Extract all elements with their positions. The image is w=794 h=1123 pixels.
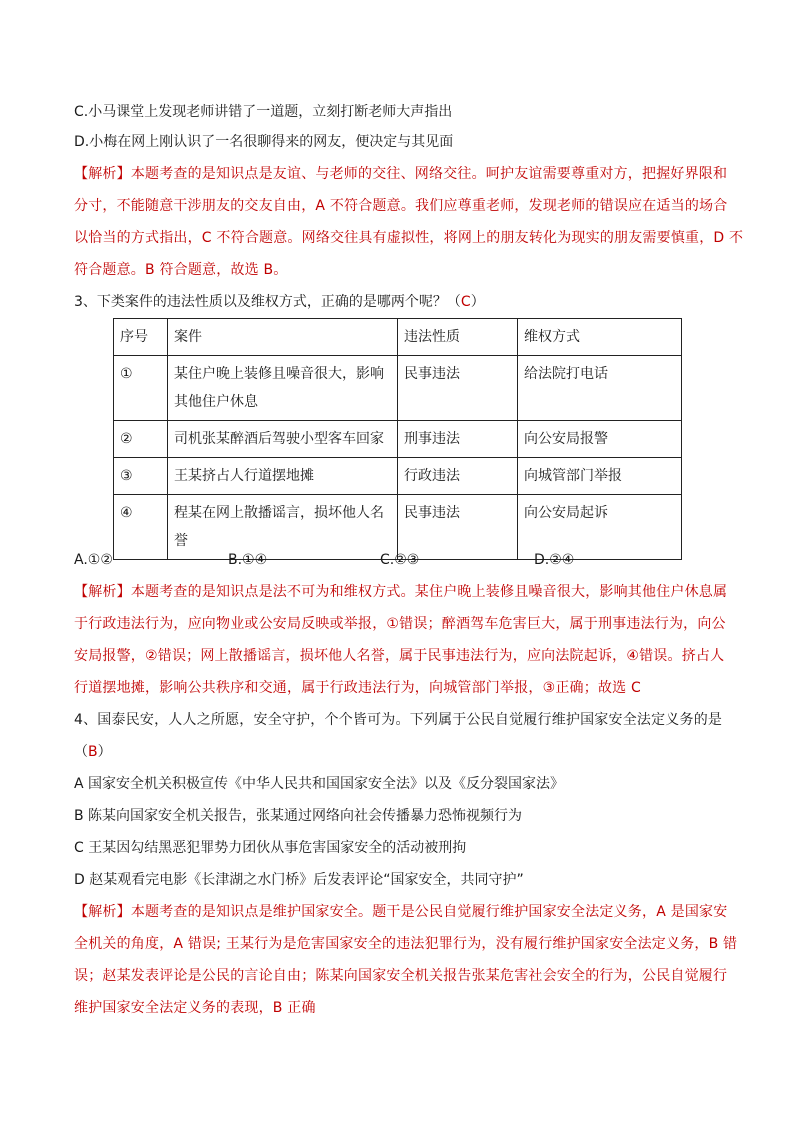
q4-stem-line-1: 4、国泰民安，人人之所愿，安全守护，个个皆可为。下列属于公民自觉履行维护国家安全法定义务的是	[74, 712, 723, 728]
q4-option-a: A 国家安全机关积极宣传《中华人民共和国国家安全法》以及《反分裂国家法》	[74, 776, 565, 792]
table-cell: 给法院打电话	[518, 356, 682, 421]
table-cell: 向公安局起诉	[518, 495, 682, 560]
table-cell: 向城管部门举报	[518, 458, 682, 495]
table-row	[114, 356, 682, 421]
table-cell: 刑事违法	[398, 421, 518, 458]
q2-option-d: D.小梅在网上刚认识了一名很聊得来的网友，便决定与其见面	[74, 134, 454, 150]
q3-stem	[74, 292, 485, 312]
q4-analysis-line-3: 误；赵某发表评论是公民的言论自由；陈某向国家安全机关报告张某危害社会安全的行为，公民自觉履行	[74, 968, 728, 984]
q4-answer: B	[88, 744, 98, 760]
q3-stem-prefix: 3、下类案件的违法性质以及维权方式，正确的是哪两个呢？（	[74, 294, 461, 310]
q3-answer: C	[460, 294, 471, 310]
analysis-text: 本题考查的是知识点是友谊、与老师的交往、网络交往。呵护友谊需要尊重对方，把握好界限和	[130, 166, 728, 182]
q3-stem-suffix: ）	[470, 294, 485, 310]
q4-analysis-line-1	[74, 902, 728, 922]
table-header-cell: 案件	[168, 319, 398, 356]
q3-analysis-line-2: 于行政违法行为，应向物业或公安局反映或举报，①错误；醉酒驾车危害巨大，属于刑事违法行为，向公	[74, 616, 726, 632]
q3-option-d: D.②④	[534, 552, 575, 568]
q3-analysis-line-1	[74, 582, 728, 602]
q2-analysis-line-3: 以恰当的方式指出，C 不符合题意。网络交往具有虚拟性，将网上的朋友转化为现实的朋友需要慎重，D 不	[74, 230, 744, 246]
q3-options	[74, 550, 722, 570]
q4-analysis-line-4: 维护国家安全法定义务的表现，B 正确	[74, 1000, 316, 1016]
table-cell: 向公安局报警	[518, 421, 682, 458]
table-cell: 民事违法	[398, 356, 518, 421]
q4-stem-suffix: ）	[97, 744, 112, 760]
table-header-cell: 违法性质	[398, 319, 518, 356]
q4-option-d: D 赵某观看完电影《长津湖之水门桥》后发表评论“国家安全，共同守护”	[74, 872, 524, 888]
analysis-tag: 【解析】	[74, 166, 131, 182]
table-header-row	[114, 319, 682, 356]
q3-option-b: B.①④	[228, 552, 268, 568]
q2-option-c: C.小马课堂上发现老师讲错了一道题，立刻打断老师大声指出	[74, 104, 453, 120]
analysis-text: 本题考查的是知识点是法不可为和维权方式。某住户晚上装修且噪音很大，影响其他住户休息属	[130, 584, 728, 600]
table-cell: 民事违法	[398, 495, 518, 560]
q3-analysis-line-3: 安局报警，②错误；网上散播谣言，损坏他人名誉，属于民事违法行为，应向法院起诉，④错误。挤占人	[74, 648, 725, 664]
q4-option-c: C 王某因勾结黑恶犯罪势力团伙从事危害国家安全的活动被刑拘	[74, 840, 467, 856]
q2-analysis-line-1	[74, 164, 728, 184]
q2-analysis-line-2: 分寸，不能随意干涉朋友的交友自由，A 不符合题意。我们应尊重老师，发现老师的错误应在适当的场合	[74, 198, 728, 214]
q3-option-a: A.①②	[74, 552, 113, 568]
table-cell: ②	[114, 421, 168, 458]
table-header-cell: 维权方式	[518, 319, 682, 356]
q4-option-b: B 陈某向国家安全机关报告，张某通过网络向社会传播暴力恐怖视频行为	[74, 808, 523, 824]
table-cell: ④	[114, 495, 168, 560]
q3-analysis-line-4: 行道摆地摊，影响公共秩序和交通，属于行政违法行为，向城管部门举报，③正确；故选 C	[74, 680, 641, 696]
analysis-tag: 【解析】	[74, 584, 131, 600]
analysis-tag: 【解析】	[74, 904, 131, 920]
table-cell: 程某在网上散播谣言，损坏他人名誉	[168, 495, 398, 560]
table-cell: 司机张某醉酒后驾驶小型客车回家	[168, 421, 398, 458]
table-cell: 行政违法	[398, 458, 518, 495]
analysis-text: 本题考查的是知识点是维护国家安全。题干是公民自觉履行维护国家安全法定义务，A 是国家安	[130, 904, 728, 920]
table-header-cell: 序号	[114, 319, 168, 356]
q4-analysis-line-2: 全机关的角度，A 错误; 王某行为是危害国家安全的违法犯罪行为，没有履行维护国家安全法定义务，B 错	[74, 936, 738, 952]
q3-option-c: C.②③	[380, 552, 420, 568]
table-cell: ①	[114, 356, 168, 421]
q2-analysis-line-4: 符合题意。B 符合题意，故选 B。	[74, 262, 288, 278]
table-row	[114, 458, 682, 495]
table-cell: 王某挤占人行道摆地摊	[168, 458, 398, 495]
case-table	[113, 318, 682, 560]
table-cell: ③	[114, 458, 168, 495]
q4-stem-line-2	[74, 742, 112, 762]
table-row	[114, 421, 682, 458]
table-cell: 某住户晚上装修且噪音很大，影响其他住户休息	[168, 356, 398, 421]
q4-stem-prefix: （	[74, 744, 88, 760]
